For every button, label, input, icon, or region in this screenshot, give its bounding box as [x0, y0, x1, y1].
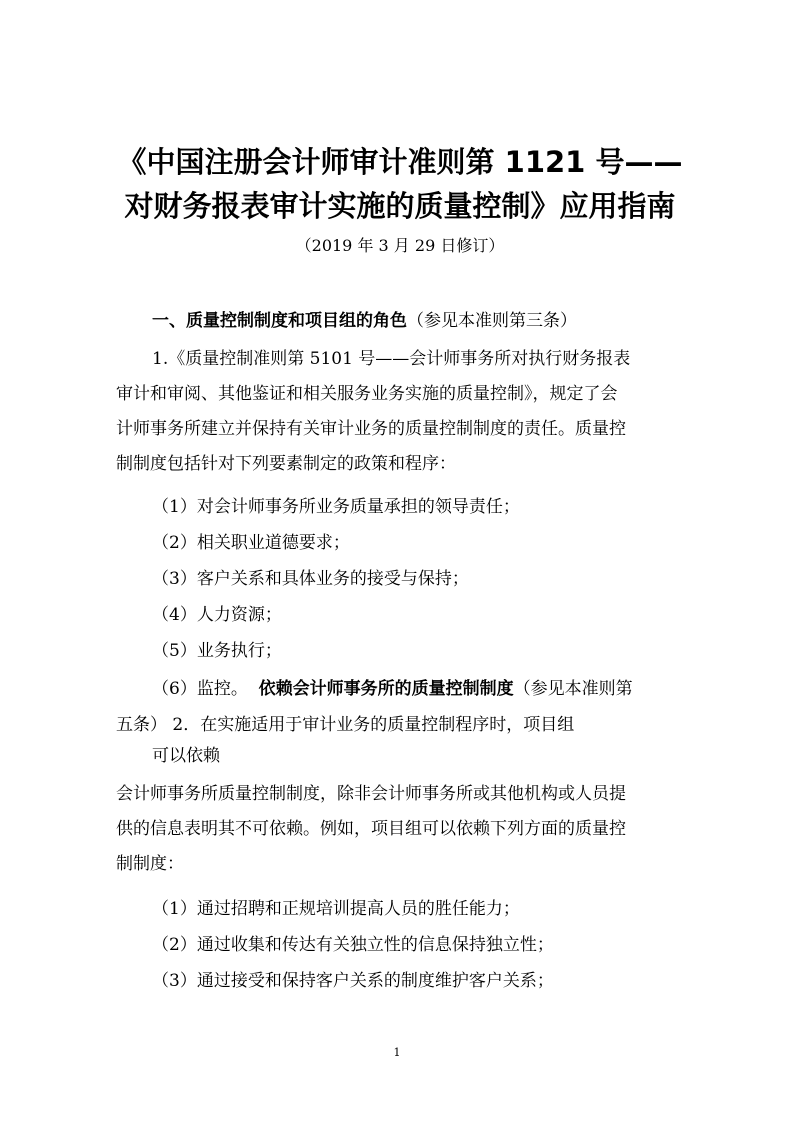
section-heading-1: [152, 308, 577, 334]
list-item: （4）人力资源；: [152, 605, 282, 625]
paragraph-1-line-2: 审计和审阅、其他鉴证和相关服务业务实施的质量控制》，规定了会: [116, 384, 618, 404]
list-item-6-text: （6）监控。: [152, 679, 248, 699]
paragraph-1-line-4: 制制度包括针对下列要素制定的政策和程序：: [116, 454, 456, 474]
paragraph-2-line-2: 可以依赖: [152, 746, 220, 766]
list-item: （3）通过接受和保持客户关系的制度维护客户关系；: [152, 971, 554, 991]
list-item-6-with-heading: [152, 676, 633, 702]
paragraph-2-line-5: 制制度：: [116, 854, 184, 874]
list-item: （2）通过收集和传达有关独立性的信息保持独立性；: [152, 935, 554, 955]
list-item: （1）通过招聘和正规培训提高人员的胜任能力；: [152, 899, 520, 919]
section-reference: （参见本准则第: [513, 679, 633, 699]
paragraph-2-line-4: 供的信息表明其不可依赖。例如，项目组可以依赖下列方面的质量控: [116, 819, 626, 839]
paragraph-2-line-1: 五条） 2．在实施适用于审计业务的质量控制程序时，项目组: [116, 715, 575, 735]
paragraph-1-line-3: 计师事务所建立并保持有关审计业务的质量控制制度的责任。质量控: [116, 419, 626, 439]
page-number: 1: [393, 1046, 401, 1059]
paragraph-2-line-3: 会计师事务所质量控制制度，除非会计师事务所或其他机构或人员提: [116, 784, 626, 804]
document-title-line-1: 《中国注册会计师审计准则第 1121 号——: [117, 145, 683, 179]
list-item: （1）对会计师事务所业务质量承担的领导责任；: [152, 497, 520, 517]
list-item: （2）相关职业道德要求；: [152, 533, 350, 553]
list-item: （3）客户关系和具体业务的接受与保持；: [152, 569, 469, 589]
document-title-line-2: 对财务报表审计实施的质量控制》应用指南: [124, 189, 676, 223]
section-heading-text: 一、质量控制制度和项目组的角色: [152, 311, 407, 331]
section-heading-2: 依赖会计师事务所的质量控制制度: [258, 679, 514, 699]
section-reference: （参见本准则第三条）: [407, 311, 577, 331]
list-item: （5）业务执行；: [152, 641, 282, 661]
revision-date: （2019 年 3 月 29 日修订）: [295, 236, 505, 255]
paragraph-1-line-1: 1.《质量控制准则第 5101 号——会计师事务所对执行财务报表: [152, 349, 631, 369]
